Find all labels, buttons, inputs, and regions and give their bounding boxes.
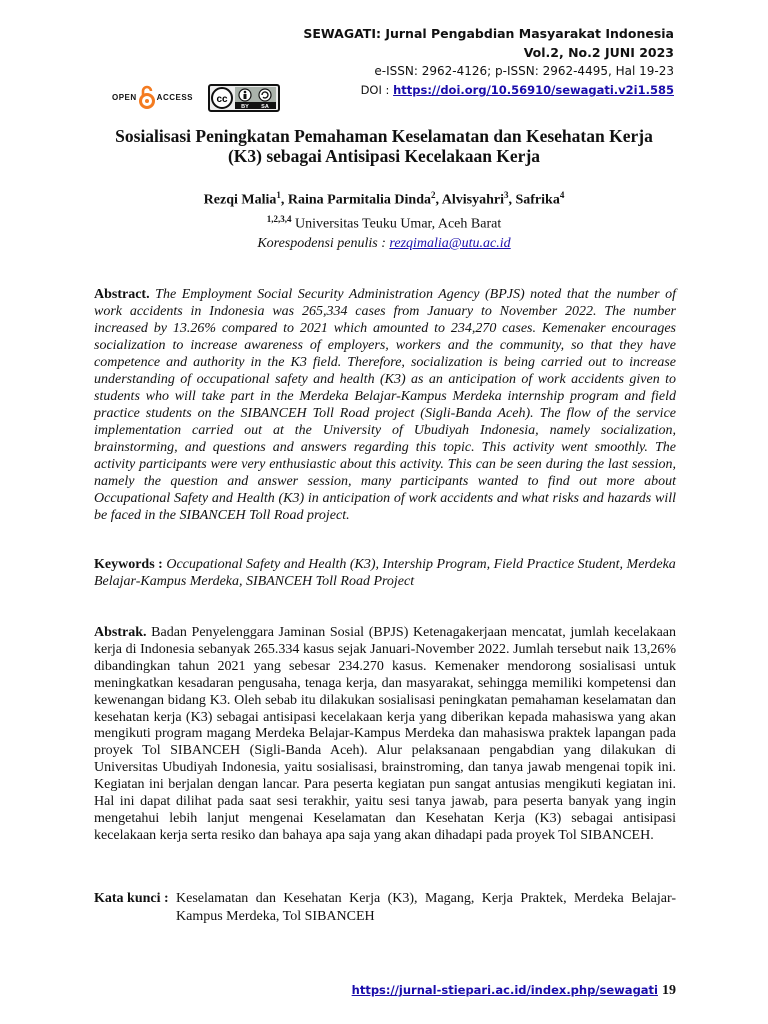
affiliation (96, 210, 672, 234)
author-sup: 2 (431, 190, 436, 200)
journal-issn: e-ISSN: 2962-4126; p-ISSN: 2962-4495, Hal 19-23 (374, 64, 674, 78)
cc-license-badge (208, 84, 280, 112)
kata-kunci-label: Kata kunci : (94, 891, 169, 906)
affiliation-sup: 1,2,3,4 (266, 213, 292, 224)
author-name: Raina Parmitalia Dinda (287, 192, 432, 208)
author-name: Rezqi Malia (203, 192, 277, 208)
keywords-indonesian (94, 890, 676, 926)
cc-by-label: BY (241, 104, 249, 110)
correspondence-label: Korespodensi penulis : (257, 236, 390, 251)
author-sup: 4 (559, 190, 565, 200)
doi-label: DOI : (360, 83, 394, 97)
article-title-line1: Sosialisasi Peningkatan Pemahaman Keselamatan dan Kesehatan Kerja (115, 126, 653, 146)
author-list: Rezqi Malia$^1$, Raina Parmitalia Dinda$^2$, Alvisyahri$^3$, Safrika$^4$ (203, 190, 565, 208)
journal-url-link[interactable]: https://jurnal-stiepari.ac.id/index.php/sewagati (351, 983, 658, 997)
correspondence-email-link[interactable]: rezqimalia@utu.ac.id (389, 236, 511, 251)
open-access-lock-icon (139, 84, 155, 110)
cc-sa-label: SA (261, 104, 269, 110)
author-sup: 1 (276, 190, 281, 200)
abstrak-text: Badan Penyelenggara Jaminan Sosial (BPJS) Ketenagakerjaan mencatat, jumlah kecelakaan kerja di Indonesia sebanyak 265.334 kasus sejak Januari-November 2022. Jumlah tersebut naik 13,26% dibandingkan tahun 2021 yang sebesar 234.270 kasus. Kemenaker mendorong sosialisasi untuk meningkatkan kesadaran pengusaha, tenaga kerja, dan masyarakat, sehingga memiliki kompetensi dan kewenangan bidang K3. Oleh sebab itu dilakukan sosialisasi peningkatan pemahaman keselamatan dan kesehatan kerja (K3) sebagai antisipasi kecelakaan kerja yang diberikan kepada mahasiswa yang akan mengikuti program magang Merdeka Belajar-Kampus Merdeka dan mahasiswa praktek lapangan pada proyek Tol SIBANCEH (Sigli-Banda Aceh). Alur pelaksanaan pengabdian yang dilakukan di Universitas Ubudiyah Indonesia, yaitu sosialisasi, brainstroming, dan tanya jawab mengenai topik ini. Kegiatan ini berjalan dengan lancar. Para peserta kegiatan pun sangat antusias mengikuti kegiatan ini. Hal ini dapat dilihat pada saat sesi terakhir, yaitu sesi tanya jawab, para peserta banyak yang ingin mengetahui lebih lanjut mengenai Keselamatan dan Kesehatan Kerja (K3) sebagai antisipasi kecelakaan kerja serta resiko dan bahaya apa saja yang akan dihadapi pada proyek Tol SIBANCEH. (94, 625, 676, 843)
doi-link[interactable]: https://doi.org/10.56910/sewagati.v2i1.585 (393, 83, 674, 97)
keywords-label: Keywords : (94, 557, 167, 572)
journal-name: SEWAGATI: Jurnal Pengabdian Masyarakat Indonesia (303, 26, 674, 41)
open-access-logo (112, 84, 193, 110)
journal-volume: Vol.2, No.2 JUNI 2023 (523, 45, 674, 60)
abstract-english (94, 286, 676, 524)
author-block (96, 186, 672, 233)
author-sup: 3 (503, 190, 509, 200)
open-access-text-left: OPEN (112, 92, 137, 102)
abstract-indonesian (94, 625, 676, 845)
creative-commons-icon (210, 86, 278, 110)
abstract-text: The Employment Social Security Administration Agency (BPJS) noted that the number of work accidents in Indonesia was 265,334 cases from January to November 2022. The number increased by 13.26% compared to 2021 which amounted to 234,270 cases. Kemenaker encourages socialization to increase awareness of employers, workers and the community, so that they have competence and authority in the K3 field. Therefore, socialization is being carried out to increase understanding of occupational safety and health (K3) as an anticipation of work accidents given to students who will take part in the Merdeka Belajar-Kampus Merdeka internship program and field practice students on the SIBANCEH Toll Road project (Sigli-Banda Aceh). The flow of the service implementation carried out at the University of Ubudiyah Indonesia, namely socialization, brainstorming, and questions and answers regarding this topic. This activity went smoothly. The activity participants were very enthusiastic about this activity. This can be seen during the last session, namely the question and answer session, many participants wanted to find out more about Occupational Safety and Health (K3) in anticipation of work accidents and what risks and hazards will be faced in the SIBANCEH Toll Road project. (94, 287, 676, 523)
page-number: 19 (662, 983, 676, 998)
abstract-label: Abstract. (94, 287, 150, 302)
keywords-text: Occupational Safety and Health (K3), Intership Program, Field Practice Student, Merdeka Belajar-Kampus Merdeka, SIBANCEH Toll Road Project (94, 557, 676, 589)
article-title (96, 126, 672, 166)
open-access-text-right: ACCESS (156, 92, 194, 102)
abstrak-label: Abstrak. (94, 625, 147, 640)
author-name: Safrika (515, 192, 560, 208)
kata-kunci-text: Keselamatan dan Kesehatan Kerja (K3), Magang, Kerja Praktek, Merdeka Belajar-Kampus Merdeka, Tol SIBANCEH (176, 891, 676, 924)
author-name: Alvisyahri (441, 192, 504, 208)
svg-text:cc: cc (216, 94, 228, 105)
correspondence (96, 236, 672, 252)
article-title-line2: (K3) sebagai Antisipasi Kecelakaan Kerja (227, 146, 541, 166)
page-footer (352, 983, 676, 999)
keywords-english (94, 556, 676, 590)
affiliation-text: Universitas Teuku Umar, Aceh Barat (291, 216, 502, 232)
